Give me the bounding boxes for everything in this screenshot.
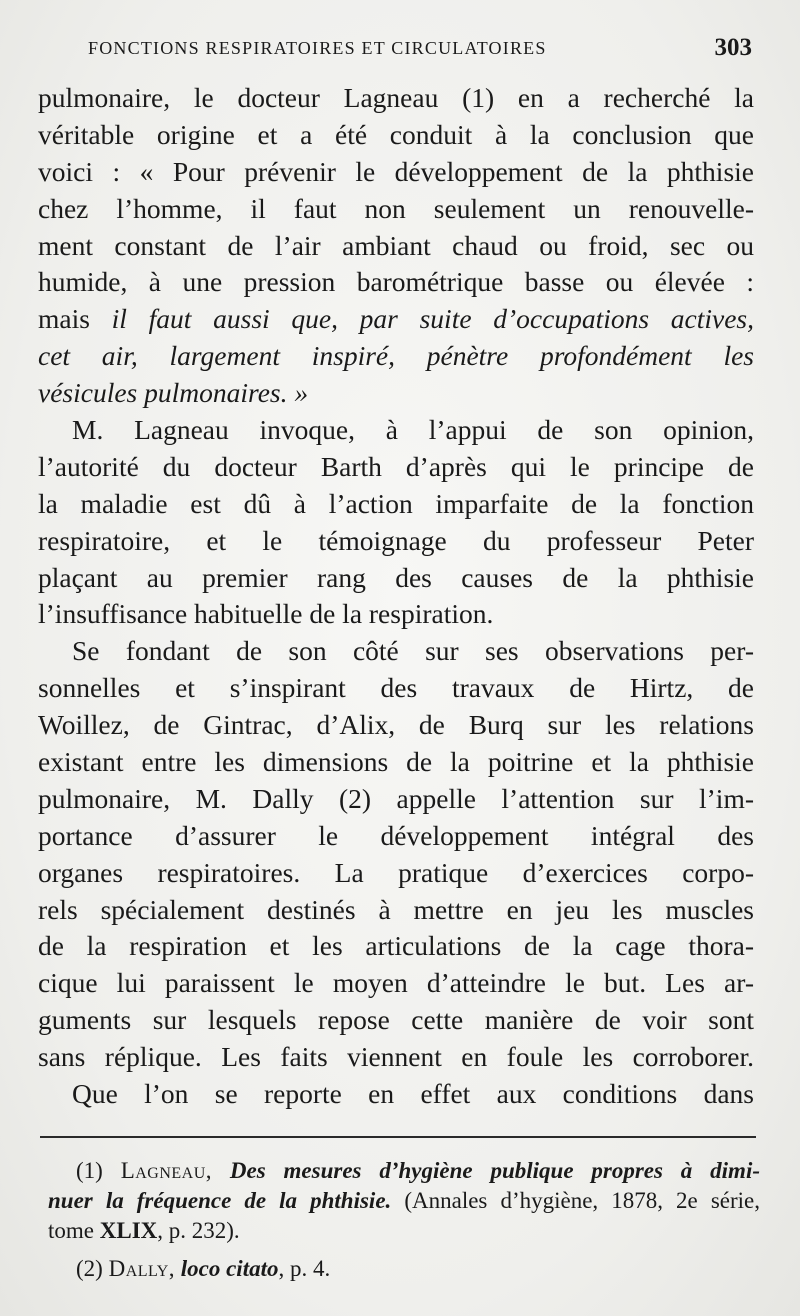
text-line: cet air, largement inspiré, pénètre profondément les	[38, 340, 754, 372]
text-line: de la respiration et les articulations de la cage thora-	[38, 930, 754, 962]
text-line-mixed	[38, 301, 754, 338]
footnote-volume: XLIX	[99, 1218, 158, 1243]
text-line: la maladie est dû à l’action imparfaite de la fonction	[38, 487, 754, 519]
footnote-text: tome	[48, 1218, 100, 1243]
footnote-author: Dally,	[108, 1256, 175, 1281]
running-head	[88, 34, 752, 64]
text-line: organes respiratoires. La pratique d’exercices corpo-	[38, 856, 754, 888]
text-line: voici : « Pour prévenir le développement de la phthisie	[38, 155, 754, 187]
text-line: cique lui paraissent le moyen d’atteindre le but. Les ar-	[38, 967, 754, 999]
text-italic: il faut aussi que, par suite d’occupations actives,	[111, 303, 754, 335]
footnote-author: Lagneau,	[120, 1158, 213, 1183]
text-line: existant entre les dimensions de la poitrine et la phthisie	[38, 746, 754, 778]
text-line: l’insuffisance habituelle de la respiration.	[38, 598, 494, 630]
footnote-1-line-1	[48, 1156, 760, 1186]
text-line: pulmonaire, le docteur Lagneau (1) en a recherché la	[38, 82, 754, 113]
text-line: plaçant au premier rang des causes de la phthisie	[38, 561, 754, 593]
text-line: sans réplique. Les faits viennent en foule les corroborer.	[38, 1041, 754, 1073]
text-line: chez l’homme, il faut non seulement un renouvelle-	[38, 192, 754, 224]
text-line: portance d’assurer le développement intégral des	[38, 819, 754, 851]
footnote-citation: loco citato	[180, 1256, 279, 1281]
text-line: M. Lagneau invoque, à l’appui de son opinion,	[72, 414, 754, 446]
text-line: respiratoire, et le témoignage du professeur Peter	[38, 524, 754, 556]
text-line: pulmonaire, M. Dally (2) appelle l’attention sur l’im-	[38, 782, 754, 814]
footnote-rule	[40, 1136, 756, 1138]
text-line: Woillez, de Gintrac, d’Alix, de Burq sur les relations	[38, 709, 754, 741]
text-line: sonnelles et s’inspirant des travaux de Hirtz, de	[38, 672, 754, 704]
text-line: Que l’on se reporte en effet aux conditions dans	[72, 1078, 754, 1110]
text-line: guments sur lesquels repose cette manière de voir sont	[38, 1004, 754, 1036]
body-text	[38, 80, 754, 1113]
footnote-source: (Annales d’hygiène, 1878, 2e série,	[391, 1188, 760, 1213]
text-line: véritable origine et a été conduit à la conclusion que	[38, 118, 754, 150]
text-line: humide, à une pression barométrique basse ou élevée :	[38, 266, 754, 298]
footnotes	[48, 1156, 760, 1284]
page-number: 303	[714, 34, 752, 61]
footnote-1-line-2	[48, 1186, 760, 1216]
footnote-marker: (2)	[76, 1256, 103, 1281]
running-title: FONCTIONS RESPIRATOIRES ET CIRCULATOIRES	[88, 38, 547, 58]
footnote-text: , p. 4.	[278, 1256, 331, 1281]
footnote-text: , p. 232).	[157, 1218, 240, 1243]
text-roman: mais	[38, 303, 112, 335]
footnote-title: Des mesures d’hygiène publique propres à dimi-	[229, 1158, 760, 1183]
text-line: Se fondant de son côté sur ses observations per-	[72, 635, 754, 667]
text-line: ment constant de l’air ambiant chaud ou froid, sec ou	[38, 229, 754, 261]
footnote-2	[48, 1254, 760, 1284]
footnote-title: nuer la fréquence de la phthisie.	[48, 1188, 392, 1213]
footnote-marker: (1)	[76, 1158, 103, 1183]
text-line: rels spécialement destinés à mettre en jeu les muscles	[38, 893, 754, 925]
footnote-1-line-3	[48, 1216, 760, 1246]
text-line: l’autorité du docteur Barth d’après qui le principe de	[38, 450, 754, 482]
text-line: vésicules pulmonaires. »	[38, 377, 309, 409]
